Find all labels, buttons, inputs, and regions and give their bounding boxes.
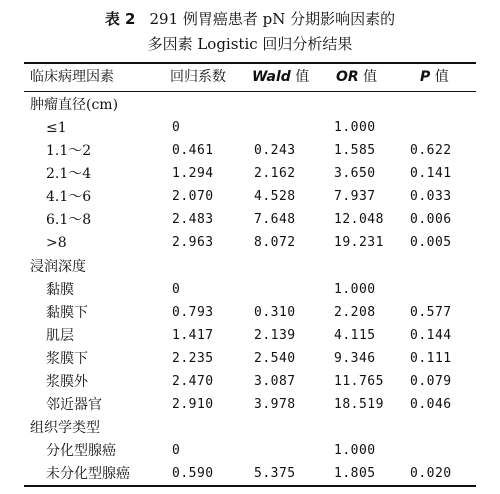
- group-title-row: [0, 93, 500, 117]
- header-or-suffix: 值: [358, 69, 378, 85]
- row-wald: 8.072: [254, 235, 296, 250]
- row-or: 1.000: [334, 282, 376, 297]
- row-or: 3.650: [334, 166, 376, 181]
- row-wald: 2.540: [254, 351, 296, 366]
- row-or: 9.346: [334, 351, 376, 366]
- row-coef: 1.417: [172, 328, 214, 343]
- table-header-rule: [24, 91, 476, 92]
- row-wald: 2.162: [254, 166, 296, 181]
- row-or: 1.000: [334, 443, 376, 458]
- table-row: [0, 231, 500, 255]
- row-p: 0.111: [410, 351, 452, 366]
- row-wald: 7.648: [254, 212, 296, 227]
- row-or: 18.519: [334, 397, 384, 412]
- row-p: 0.033: [410, 189, 452, 204]
- table-row: [0, 185, 500, 209]
- table-row: [0, 439, 500, 463]
- row-or: 1.585: [334, 143, 376, 158]
- table-row: [0, 324, 500, 348]
- row-p: 0.046: [410, 397, 452, 412]
- row-p: 0.079: [410, 374, 452, 389]
- row-p: 0.144: [410, 328, 452, 343]
- row-coef: 2.235: [172, 351, 214, 366]
- header-or-italic: OR: [336, 69, 359, 85]
- row-coef: 2.963: [172, 235, 214, 250]
- row-coef: 0: [172, 120, 181, 135]
- header-p-italic: P: [420, 69, 431, 85]
- row-coef: 0: [172, 443, 181, 458]
- header-coef: 回归系数: [170, 69, 226, 85]
- row-label: 6.1～8: [46, 212, 92, 228]
- table-row: [0, 370, 500, 394]
- table-row: [0, 139, 500, 163]
- row-label: >8: [46, 235, 67, 251]
- row-or: 2.208: [334, 305, 376, 320]
- row-p: 0.622: [410, 143, 452, 158]
- row-label: ≤1: [46, 120, 67, 136]
- row-label: 浆膜外: [46, 374, 88, 390]
- row-label: 肌层: [46, 328, 74, 344]
- table-top-rule: [24, 62, 476, 64]
- row-or: 1.805: [334, 466, 376, 481]
- caption-title-line1: 291 例胃癌患者 pN 分期影响因素的: [149, 10, 396, 28]
- table-row: [0, 116, 500, 140]
- row-wald: 0.310: [254, 305, 296, 320]
- row-wald: 3.087: [254, 374, 296, 389]
- row-label: 浆膜下: [46, 351, 88, 367]
- group-title: 组织学类型: [30, 420, 100, 436]
- group-title: 浸润深度: [30, 259, 86, 275]
- table-row: [0, 301, 500, 325]
- row-or: 11.765: [334, 374, 384, 389]
- row-label: 未分化型腺癌: [46, 466, 130, 482]
- row-p: 0.006: [410, 212, 452, 227]
- header-factor: 临床病理因素: [30, 69, 114, 85]
- row-label: 1.1～2: [46, 143, 92, 159]
- row-or: 4.115: [334, 328, 376, 343]
- row-wald: 0.243: [254, 143, 296, 158]
- table-row: [0, 208, 500, 232]
- row-wald: 4.528: [254, 189, 296, 204]
- row-or: 19.231: [334, 235, 384, 250]
- header-p-suffix: 值: [430, 69, 449, 85]
- row-or: 12.048: [334, 212, 384, 227]
- row-wald: 3.978: [254, 397, 296, 412]
- header-or: [336, 65, 377, 89]
- header-p: [420, 65, 449, 89]
- row-label: 4.1～6: [46, 189, 92, 205]
- row-coef: 0: [172, 282, 181, 297]
- row-coef: 0.461: [172, 143, 214, 158]
- table-caption-line1: [0, 8, 500, 30]
- header-wald-italic: Wald: [252, 69, 291, 85]
- row-label: 分化型腺癌: [46, 443, 116, 459]
- row-coef: 2.483: [172, 212, 214, 227]
- group-title-row: [0, 255, 500, 279]
- row-p: 0.141: [410, 166, 452, 181]
- row-coef: 1.294: [172, 166, 214, 181]
- row-coef: 0.793: [172, 305, 214, 320]
- row-label: 黏膜: [46, 282, 74, 298]
- row-p: 0.577: [410, 305, 452, 320]
- row-coef: 2.910: [172, 397, 214, 412]
- row-label: 黏膜下: [46, 305, 88, 321]
- row-label: 2.1～4: [46, 166, 92, 182]
- header-wald: [252, 65, 309, 89]
- row-label: 邻近器官: [46, 397, 102, 413]
- caption-title-line2: 多因素 Logistic 回归分析结果: [147, 35, 353, 53]
- row-coef: 2.470: [172, 374, 214, 389]
- table-row: [0, 393, 500, 417]
- row-p: 0.020: [410, 466, 452, 481]
- table-header-row: [0, 65, 500, 89]
- row-p: 0.005: [410, 235, 452, 250]
- row-coef: 2.070: [172, 189, 214, 204]
- table-row: [0, 278, 500, 302]
- row-or: 1.000: [334, 120, 376, 135]
- row-or: 7.937: [334, 189, 376, 204]
- table-row: [0, 347, 500, 371]
- table-row: [0, 162, 500, 186]
- table-number: 表 2: [104, 10, 136, 28]
- row-wald: 5.375: [254, 466, 296, 481]
- row-wald: 2.139: [254, 328, 296, 343]
- header-wald-suffix: 值: [290, 69, 310, 85]
- group-title: 肿瘤直径(cm): [30, 97, 119, 113]
- table-row: [0, 462, 500, 486]
- row-coef: 0.590: [172, 466, 214, 481]
- group-title-row: [0, 416, 500, 440]
